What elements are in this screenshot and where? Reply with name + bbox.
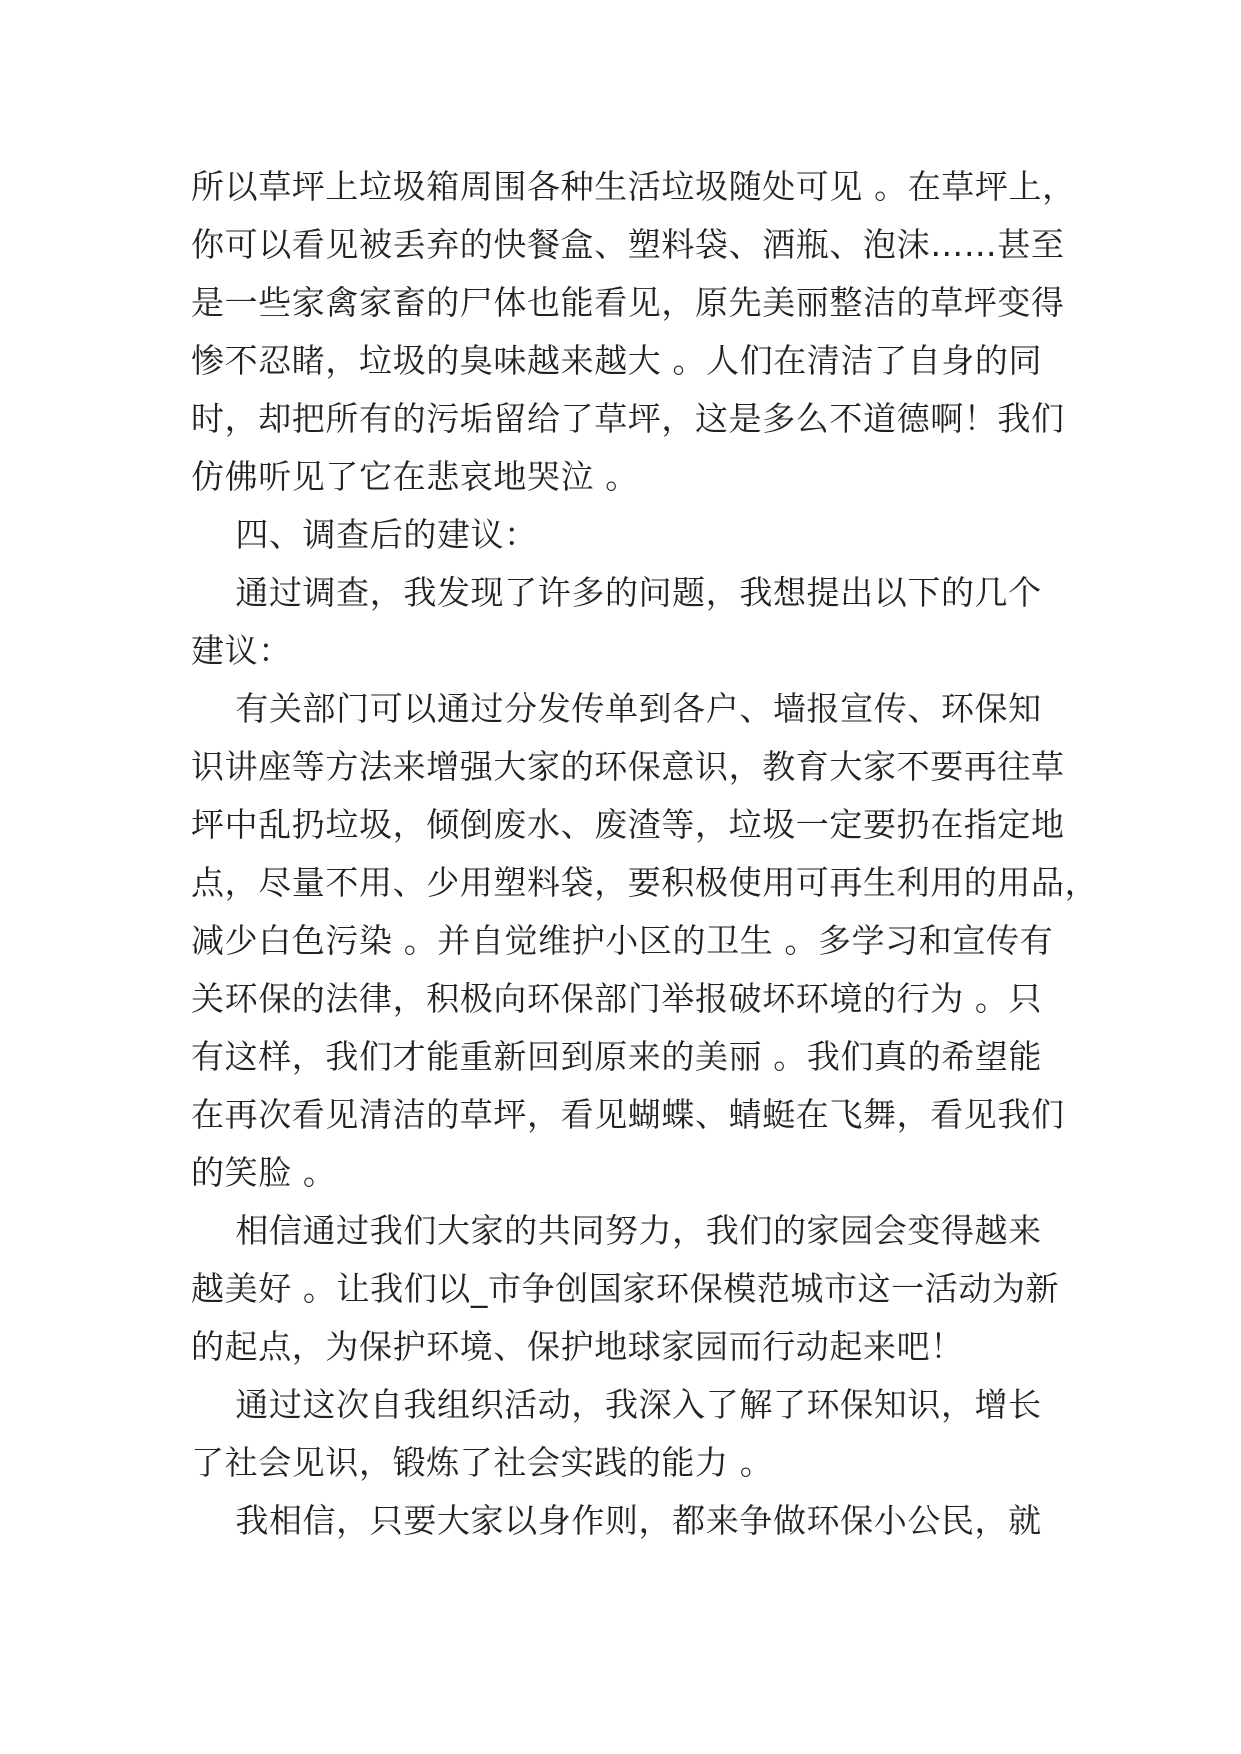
text-line: 了社会见识，锻炼了社会实践的能力 。 <box>191 1443 774 1482</box>
text-line: 时，却把所有的污垢留给了草坪，这是多么不道德啊！我们 <box>191 399 1065 438</box>
text-line: 是一些家禽家畜的尸体也能看见，原先美丽整洁的草坪变得 <box>191 283 1065 322</box>
text-line: 的笑脸 。 <box>191 1153 337 1192</box>
text-line: 我相信，只要大家以身作则，都来争做环保小公民，就 <box>191 1501 1042 1540</box>
text-line: 关环保的法律，积极向环保部门举报破坏环境的行为 。只 <box>191 979 1043 1018</box>
text-line: 有这样，我们才能重新回到原来的美丽 。我们真的希望能 <box>191 1037 1043 1076</box>
text-line: 建议： <box>191 631 292 670</box>
text-line: 你可以看见被丢弃的快餐盒、塑料袋、酒瓶、泡沫……甚至 <box>191 225 1065 264</box>
text-line: 越美好 。让我们以_市争创国家环保模范城市这一活动为新 <box>191 1269 1060 1308</box>
text-line: 识讲座等方法来增强大家的环保意识，教育大家不要再往草 <box>191 747 1065 786</box>
text-line: 通过调查，我发现了许多的问题，我想提出以下的几个 <box>191 573 1042 612</box>
text-line: 所以草坪上垃圾箱周围各种生活垃圾随处可见 。在草坪上， <box>191 167 1076 206</box>
text-line: 有关部门可以通过分发传单到各户、墙报宣传、环保知 <box>191 689 1042 728</box>
text-line: 相信通过我们大家的共同努力，我们的家园会变得越来 <box>191 1211 1042 1250</box>
text-line: 点，尽量不用、少用塑料袋，要积极使用可再生利用的用品， <box>191 863 1099 902</box>
text-line: 的起点，为保护环境、保护地球家园而行动起来吧！ <box>191 1327 964 1366</box>
text-line: 通过这次自我组织活动，我深入了解了环保知识，增长 <box>191 1385 1042 1424</box>
text-line: 在再次看见清洁的草坪，看见蝴蝶、蜻蜓在飞舞，看见我们 <box>191 1095 1065 1134</box>
text-line: 坪中乱扔垃圾，倾倒废水、废渣等，垃圾一定要扔在指定地 <box>191 805 1065 844</box>
text-line: 惨不忍睹，垃圾的臭味越来越大 。人们在清洁了自身的同 <box>191 341 1043 380</box>
text-line: 仿佛听见了它在悲哀地哭泣 。 <box>191 457 639 496</box>
text-line: 减少白色污染 。并自觉维护小区的卫生 。多学习和宣传有 <box>191 921 1054 960</box>
section-heading: 四、调查后的建议： <box>191 515 538 554</box>
